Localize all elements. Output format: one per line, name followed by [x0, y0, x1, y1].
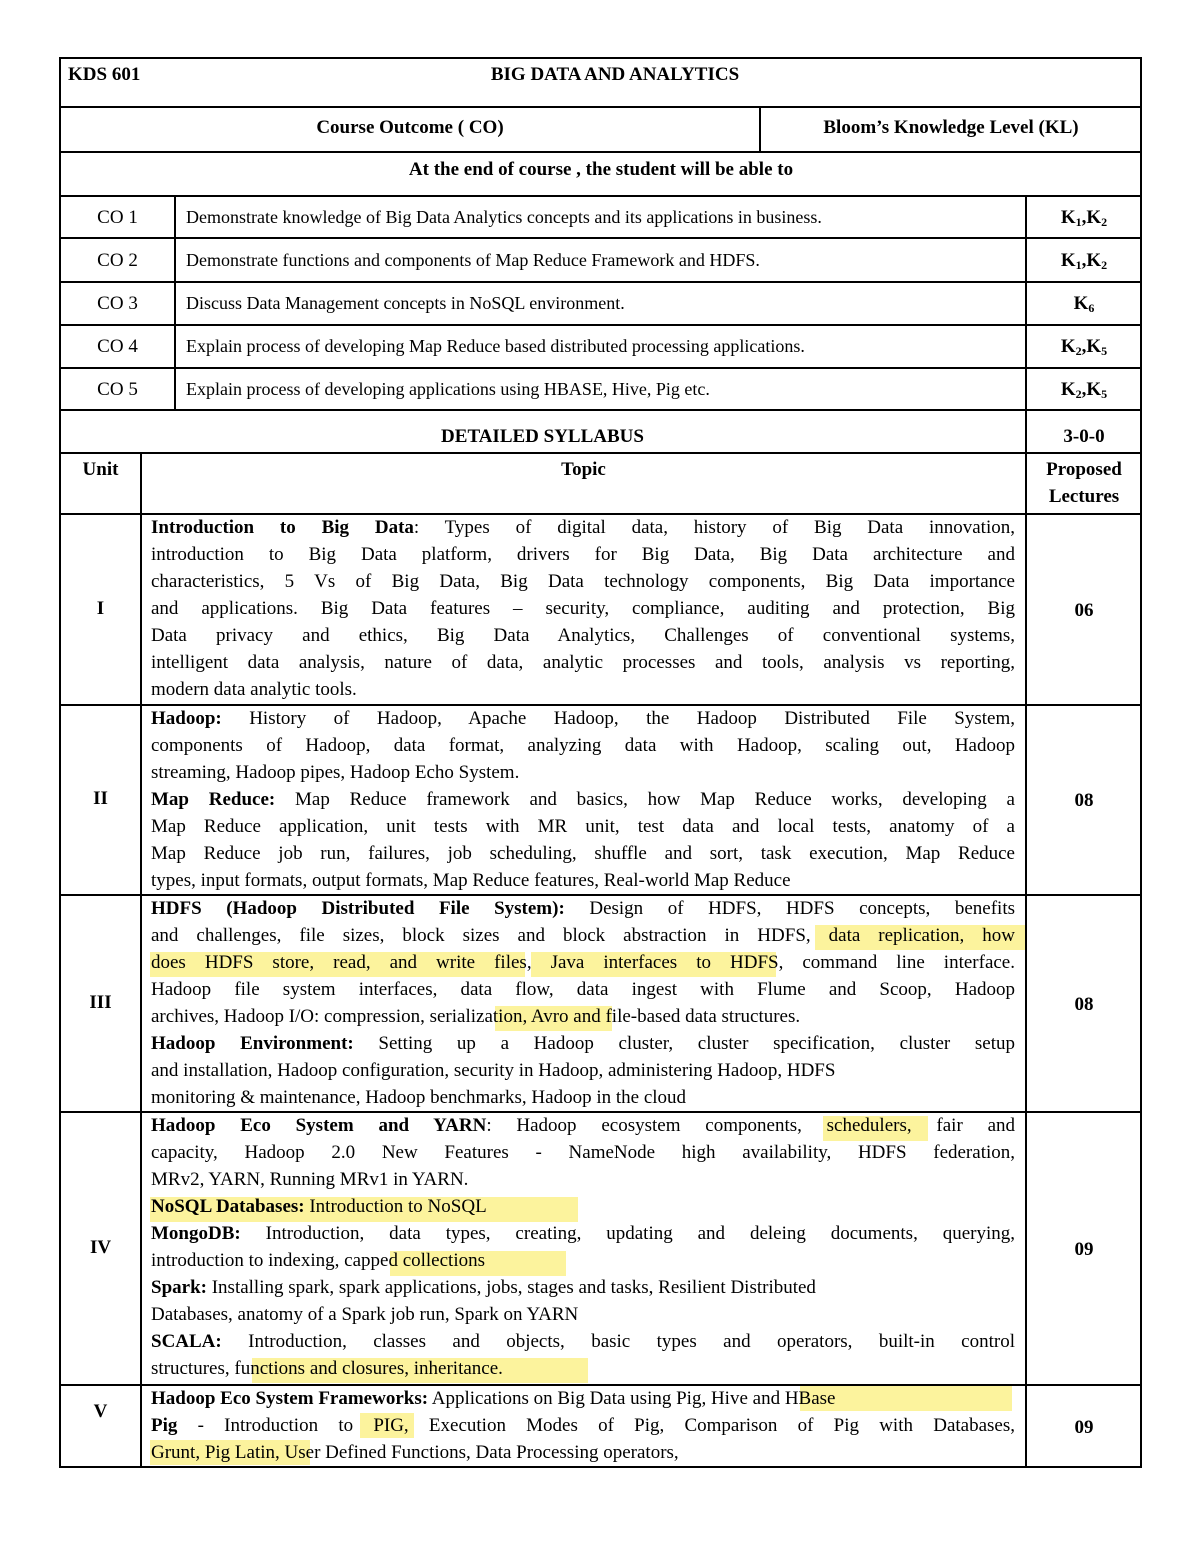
topic-line	[151, 732, 1015, 759]
topic-line	[151, 1084, 1015, 1111]
co-knowledge-level: $K_2,K_5$	[1060, 336, 1108, 358]
topic-line	[151, 568, 1015, 595]
unit-number: I	[96, 597, 105, 619]
co-description: Explain process of developing Map Reduce based distributed processing applications.	[186, 336, 805, 356]
topic-text: and applications. Big Data features – security, compliance, auditing and protection, Big	[151, 598, 1015, 619]
topic-line	[151, 1220, 1015, 1247]
row-divider	[59, 106, 1142, 108]
topic-line	[151, 840, 1015, 867]
topic-heading: HDFS (Hadoop Distributed File System):	[151, 898, 565, 919]
topic-heading: Map Reduce:	[151, 789, 276, 810]
topic-text: introduction to Big Data platform, drivers for Big Data, Big Data architecture and	[151, 544, 1015, 565]
unit-topic-text	[151, 1385, 1015, 1466]
unit-topic-text	[151, 705, 1015, 894]
unit-topic-text	[151, 1112, 1015, 1382]
unit-lectures: 08	[1074, 993, 1094, 1015]
topic-text: Map Reduce job run, failures, job scheduling, shuffle and sort, task execution, Map Reduce	[151, 843, 1015, 864]
row-divider	[59, 195, 1142, 197]
topic-text: Data privacy and ethics, Big Data Analytics, Challenges of conventional systems,	[151, 625, 1015, 646]
topic-heading: MongoDB:	[151, 1223, 241, 1244]
topic-heading: NoSQL Databases:	[151, 1196, 305, 1217]
topic-text: Hadoop file system interfaces, data flow, data ingest with Flume and Scoop, Hadoop	[151, 979, 1015, 1000]
topic-line	[151, 922, 1015, 949]
topic-line	[151, 595, 1015, 622]
topic-heading: Spark:	[151, 1277, 207, 1298]
topic-text: types, input formats, output formats, Map Reduce features, Real-world Map Reduce	[151, 870, 791, 891]
unit-topic-text	[151, 514, 1015, 703]
topic-line	[151, 1030, 1015, 1057]
topic-line	[151, 705, 1015, 732]
co-knowledge-level: $K_1,K_2$	[1060, 249, 1108, 272]
topic-text: capacity, Hadoop 2.0 New Features - NameNode high availability, HDFS federation,	[151, 1142, 1015, 1163]
co-description: Demonstrate knowledge of Big Data Analytics concepts and its applications in business.	[186, 206, 822, 227]
topic-text: introduction to indexing, capped collections	[151, 1250, 486, 1271]
topic-line	[151, 786, 1015, 813]
intro-text: At the end of course , the student will be able to	[408, 159, 794, 180]
unit-number: IV	[89, 1236, 112, 1258]
topic-text: History of Hadoop, Apache Hadoop, the Hadoop Distributed File System,	[221, 708, 1015, 729]
topic-line	[151, 1385, 1015, 1412]
topic-line	[151, 1003, 1015, 1030]
unit-lectures: 09	[1074, 1417, 1094, 1438]
topic-line	[151, 1139, 1015, 1166]
unit-lectures: 08	[1074, 790, 1094, 811]
topic-text: characteristics, 5 Vs of Big Data, Big Data technology components, Big Data importance	[151, 571, 1015, 592]
topic-text: Introduction, data types, creating, updating and deleing documents, querying,	[240, 1223, 1015, 1244]
co-id: CO 1	[97, 206, 138, 228]
topic-line	[151, 1112, 1015, 1139]
lectures-header-line: Proposed	[1046, 459, 1122, 480]
unit-topic-text	[151, 895, 1015, 1111]
topic-line	[151, 1193, 1015, 1220]
topic-text: streaming, Hadoop pipes, Hadoop Echo System.	[151, 762, 520, 783]
row-divider	[59, 409, 1142, 411]
topic-heading: Hadoop:	[151, 708, 222, 729]
co-id: CO 2	[97, 249, 138, 271]
topic-text: : Types of digital data, history of Big Data innovation,	[413, 517, 1015, 538]
co-id: CO 4	[97, 336, 138, 357]
co-description: Demonstrate functions and components of Map Reduce Framework and HDFS.	[186, 249, 760, 270]
topic-text: Introduction to NoSQL	[304, 1196, 487, 1217]
topic-heading: Introduction to Big Data	[151, 517, 414, 538]
col-divider	[140, 452, 142, 1468]
co-heading: Course Outcome ( CO)	[316, 117, 504, 138]
co-description: Discuss Data Management concepts in NoSQL environment.	[186, 293, 625, 313]
topic-text: does HDFS store, read, and write files, Java interfaces to HDFS, command line interface.	[151, 952, 1015, 973]
topic-line	[151, 1328, 1015, 1355]
topic-text: intelligent data analysis, nature of data, analytic processes and tools, analysis vs reporting,	[151, 652, 1015, 673]
topic-line	[151, 1355, 1015, 1382]
topic-text: archives, Hadoop I/O: compression, serialization, Avro and file-based data structures.	[151, 1006, 801, 1027]
topic-heading: Hadoop Environment:	[151, 1033, 354, 1054]
topic-line	[151, 1274, 1015, 1301]
topic-text: structures, functions and closures, inheritance.	[151, 1358, 503, 1379]
co-knowledge-level: $K_6$	[1073, 293, 1095, 315]
topic-heading: Hadoop Eco System and YARN	[151, 1115, 487, 1136]
topic-text: Applications on Big Data using Pig, Hive and HBase	[428, 1388, 836, 1409]
topic-text: : Hadoop ecosystem components, schedulers, fair and	[486, 1115, 1015, 1136]
topic-line	[151, 867, 1015, 894]
topic-text: Introduction, classes and objects, basic types and operators, built-in control	[221, 1331, 1015, 1352]
unit-number: V	[93, 1401, 108, 1422]
topic-heading: Pig	[151, 1415, 178, 1436]
row-divider	[59, 452, 1142, 454]
topic-text: modern data analytic tools.	[151, 679, 357, 700]
lectures-col-header	[1027, 456, 1141, 510]
unit-col-header: Unit	[82, 459, 119, 480]
topic-text: - Introduction to PIG, Execution Modes of Pig, Comparison of Pig with Databases,	[177, 1415, 1015, 1436]
topic-text: and installation, Hadoop configuration, security in Hadoop, administering Hadoop, HDFS	[151, 1060, 836, 1081]
topic-line	[151, 1301, 1015, 1328]
co-knowledge-level: $K_1,K_2$	[1060, 206, 1108, 229]
topic-line	[151, 1412, 1015, 1439]
topic-text: Installing spark, spark applications, jobs, stages and tasks, Resilient Distributed	[206, 1277, 816, 1298]
topic-text: Setting up a Hadoop cluster, cluster specification, cluster setup	[353, 1033, 1015, 1054]
co-id: CO 5	[97, 378, 138, 400]
topic-text: Map Reduce framework and basics, how Map Reduce works, developing a	[275, 789, 1015, 810]
topic-line	[151, 1057, 1015, 1084]
row-divider	[59, 324, 1142, 326]
topic-heading: SCALA:	[151, 1331, 222, 1352]
syllabus-heading: DETAILED SYLLABUS	[441, 426, 644, 447]
topic-line	[151, 976, 1015, 1003]
topic-text: MRv2, YARN, Running MRv1 in YARN.	[151, 1169, 469, 1190]
topic-text: components of Hadoop, data format, analyzing data with Hadoop, scaling out, Hadoop	[151, 735, 1015, 756]
unit-lectures: 09	[1074, 1238, 1094, 1260]
topic-text: monitoring & maintenance, Hadoop benchmarks, Hadoop in the cloud	[151, 1087, 687, 1108]
kl-heading: Bloom’s Knowledge Level (KL)	[823, 117, 1079, 138]
course-title: BIG DATA AND ANALYTICS	[490, 64, 740, 85]
co-description: Explain process of developing applications using HBASE, Hive, Pig etc.	[186, 378, 710, 399]
topic-line	[151, 1439, 1015, 1466]
topic-heading: Hadoop Eco System Frameworks:	[151, 1388, 429, 1409]
row-divider	[59, 281, 1142, 283]
topic-line	[151, 514, 1015, 541]
co-knowledge-level: $K_2,K_5$	[1060, 378, 1108, 401]
unit-number: III	[89, 991, 112, 1013]
topic-line	[151, 895, 1015, 922]
topic-line	[151, 813, 1015, 840]
ltp-value: 3-0-0	[1063, 426, 1105, 447]
topic-text: Map Reduce application, unit tests with MR unit, test data and local tests, anatomy of a	[151, 816, 1015, 837]
col-divider	[174, 195, 176, 410]
topic-text: and challenges, file sizes, block sizes and block abstraction in HDFS, data replication, how	[151, 925, 1015, 946]
unit-lectures: 06	[1074, 599, 1094, 621]
course-code: KDS 601	[68, 64, 141, 85]
topic-line	[151, 1247, 1015, 1274]
topic-line	[151, 759, 1015, 786]
topic-line	[151, 622, 1015, 649]
topic-line	[151, 541, 1015, 568]
row-divider	[59, 367, 1142, 369]
topic-line	[151, 949, 1015, 976]
lectures-header-line: Lectures	[1048, 486, 1120, 507]
topic-text: Databases, anatomy of a Spark job run, Spark on YARN	[151, 1304, 579, 1325]
topic-text: Design of HDFS, HDFS concepts, benefits	[564, 898, 1015, 919]
topic-col-header: Topic	[561, 459, 606, 480]
topic-line	[151, 1166, 1015, 1193]
topic-line	[151, 649, 1015, 676]
co-id: CO 3	[97, 293, 138, 314]
row-divider	[59, 237, 1142, 239]
row-divider	[59, 151, 1142, 153]
topic-text: Grunt, Pig Latin, User Defined Functions, Data Processing operators,	[151, 1442, 679, 1463]
unit-number: II	[93, 788, 108, 809]
topic-line	[151, 676, 1015, 703]
